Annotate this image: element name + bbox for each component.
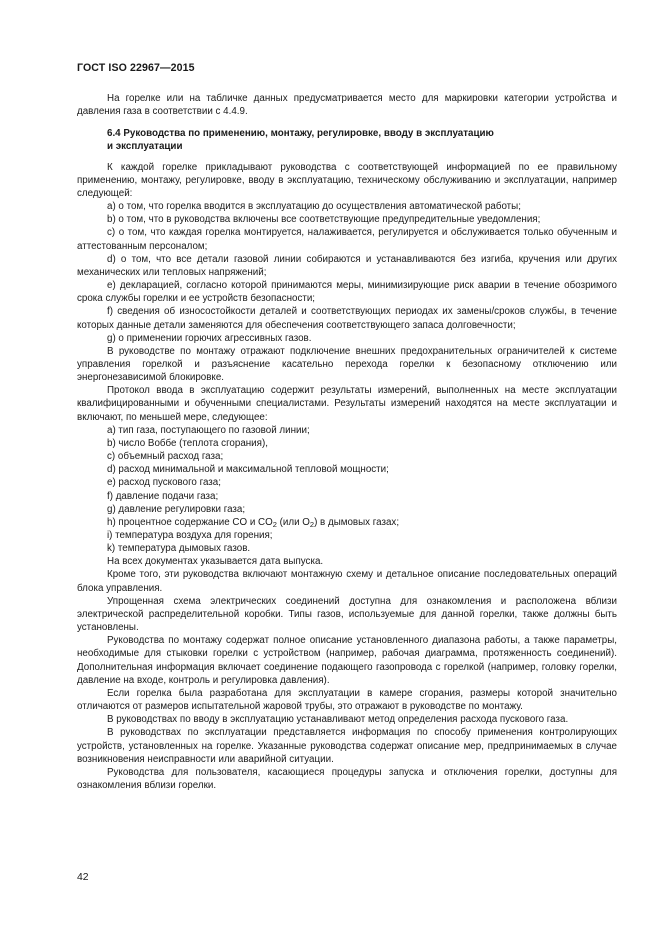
list-item: f) сведения об износостойкости деталей и соответствующих периодах их замены/сроков службы, в течение которых данные детали заменяются для обеспечения соответствующего запаса долговечности;	[77, 306, 617, 331]
item-h-text-2: (или O	[276, 516, 310, 528]
list-item: e) расход пускового газа;	[107, 477, 221, 489]
item-h-sub-1: 2	[272, 519, 277, 529]
document-header: ГОСТ ISO 22967—2015	[77, 62, 195, 74]
list-item: e) декларацией, согласно которой принимаются меры, минимизирующие риск аварии в течение обозримого срока службы горелки и ее устройств безопасности;	[77, 280, 617, 305]
paragraph: Руководства для пользователя, касающиеся процедуры запуска и отключения горелки, доступны для ознакомления вблизи горелки.	[77, 766, 617, 791]
paragraph: Если горелка была разработана для эксплуатации в камере сгорания, размеры которой значительно отличаются от размеров испытательной жаровой трубы, это отражают в руководстве по монтажу.	[77, 687, 617, 713]
list-item: d) о том, что все детали газовой линии собираются и устанавливаются без изгиба, кручения или других механических или тепловых напряжений;	[77, 253, 617, 278]
list-item: i) температура воздуха для горения;	[107, 530, 273, 541]
paragraph: В руководствах по эксплуатации представляется информация по способу применения контролирующих устройств, установленных на горелке. Указанные руководства содержат описание мер, предпринимаемых в случае возникновения неисправности или аварийной ситуации.	[77, 727, 617, 765]
paragraph: В руководствах по вводу в эксплуатацию устанавливают метод определения расхода пускового газа.	[107, 714, 569, 726]
list-item-h	[77, 516, 617, 529]
list-item: f) давление подачи газа;	[107, 490, 219, 502]
paragraph: К каждой горелке прикладывают руководства с соответствующей информацией по ее правильному применению, монтажу, регулировке, вводу в эксплуатацию, техническому обслуживанию и эксплуатации, например следующей:	[77, 161, 617, 199]
list-item: g) о применении горючих агрессивных газов.	[107, 332, 312, 344]
paragraph: На всех документах указывается дата выпуска.	[107, 556, 324, 568]
list-item: a) о том, что горелка вводится в эксплуатацию до осуществления автоматической работы;	[107, 201, 521, 213]
item-h-text-3: ) в дымовых газах;	[314, 516, 400, 528]
intro-paragraph: На горелке или на табличке данных предусматривается место для маркировки категории устройства и давления газа в соответствии с 4.4.9.	[77, 93, 617, 118]
list-item: b) число Воббе (теплота сгорания),	[107, 437, 268, 449]
list-item: a) тип газа, поступающего по газовой линии;	[107, 424, 310, 436]
item-h-text-1: h) процентное содержание CO и CO	[107, 516, 273, 528]
paragraph: Протокол ввода в эксплуатацию содержит результаты измерений, выполненных на месте эксплуатации квалифицированными и обученными специалистами. Результаты измерений находятся на месте эксплуатации и включают, по меньшей мере, следующее:	[77, 385, 617, 423]
list-item: c) объемный расход газа;	[107, 451, 224, 463]
list-item: c) о том, что каждая горелка монтируется, налаживается, регулируется и обслуживается только обученным и аттестованным персоналом;	[77, 227, 617, 252]
item-h-sub-2: 2	[309, 519, 315, 529]
paragraph: Руководства по монтажу содержат полное описание установленного диапазона работы, а также параметры, необходимые для стыковки горелки с устройством (например, рабочая диаграмма, протяженность соединений). Дополнительная информация включает соединение подающего газопровода с горелкой (например, головку горелки, давление на входе, контроль и регулировка давления).	[77, 635, 617, 686]
paragraph: В руководстве по монтажу отражают подключение внешних предохранительных ограничителей к системе управления горелкой и разъяснение касательно перехода горелки к безопасному отключению или энергонезависимой блокировке.	[77, 345, 617, 384]
list-item: k) температура дымовых газов.	[107, 543, 251, 555]
list-item: g) давление регулировки газа;	[107, 503, 246, 515]
list-item: d) расход минимальной и максимальной тепловой мощности;	[107, 464, 389, 476]
section-heading-line1: 6.4 Руководства по применению, монтажу, регулировке, вводу в эксплуатацию	[107, 128, 494, 140]
section-heading-line2: и эксплуатации	[107, 141, 183, 153]
paragraph: Упрощенная схема электрических соединений доступна для ознакомления и расположена вблизи электрической распределительной коробки. Типы газов, используемые для данной горелки, также должны быть установлены.	[77, 595, 617, 634]
list-item: b) о том, что в руководства включены все соответствующие предупредительные уведомления;	[107, 214, 541, 226]
paragraph: Кроме того, эти руководства включают монтажную схему и детальное описание последовательных операций блока управления.	[77, 569, 617, 594]
section-heading	[77, 127, 617, 153]
page-number: 42	[77, 872, 89, 883]
page-body	[77, 92, 617, 792]
